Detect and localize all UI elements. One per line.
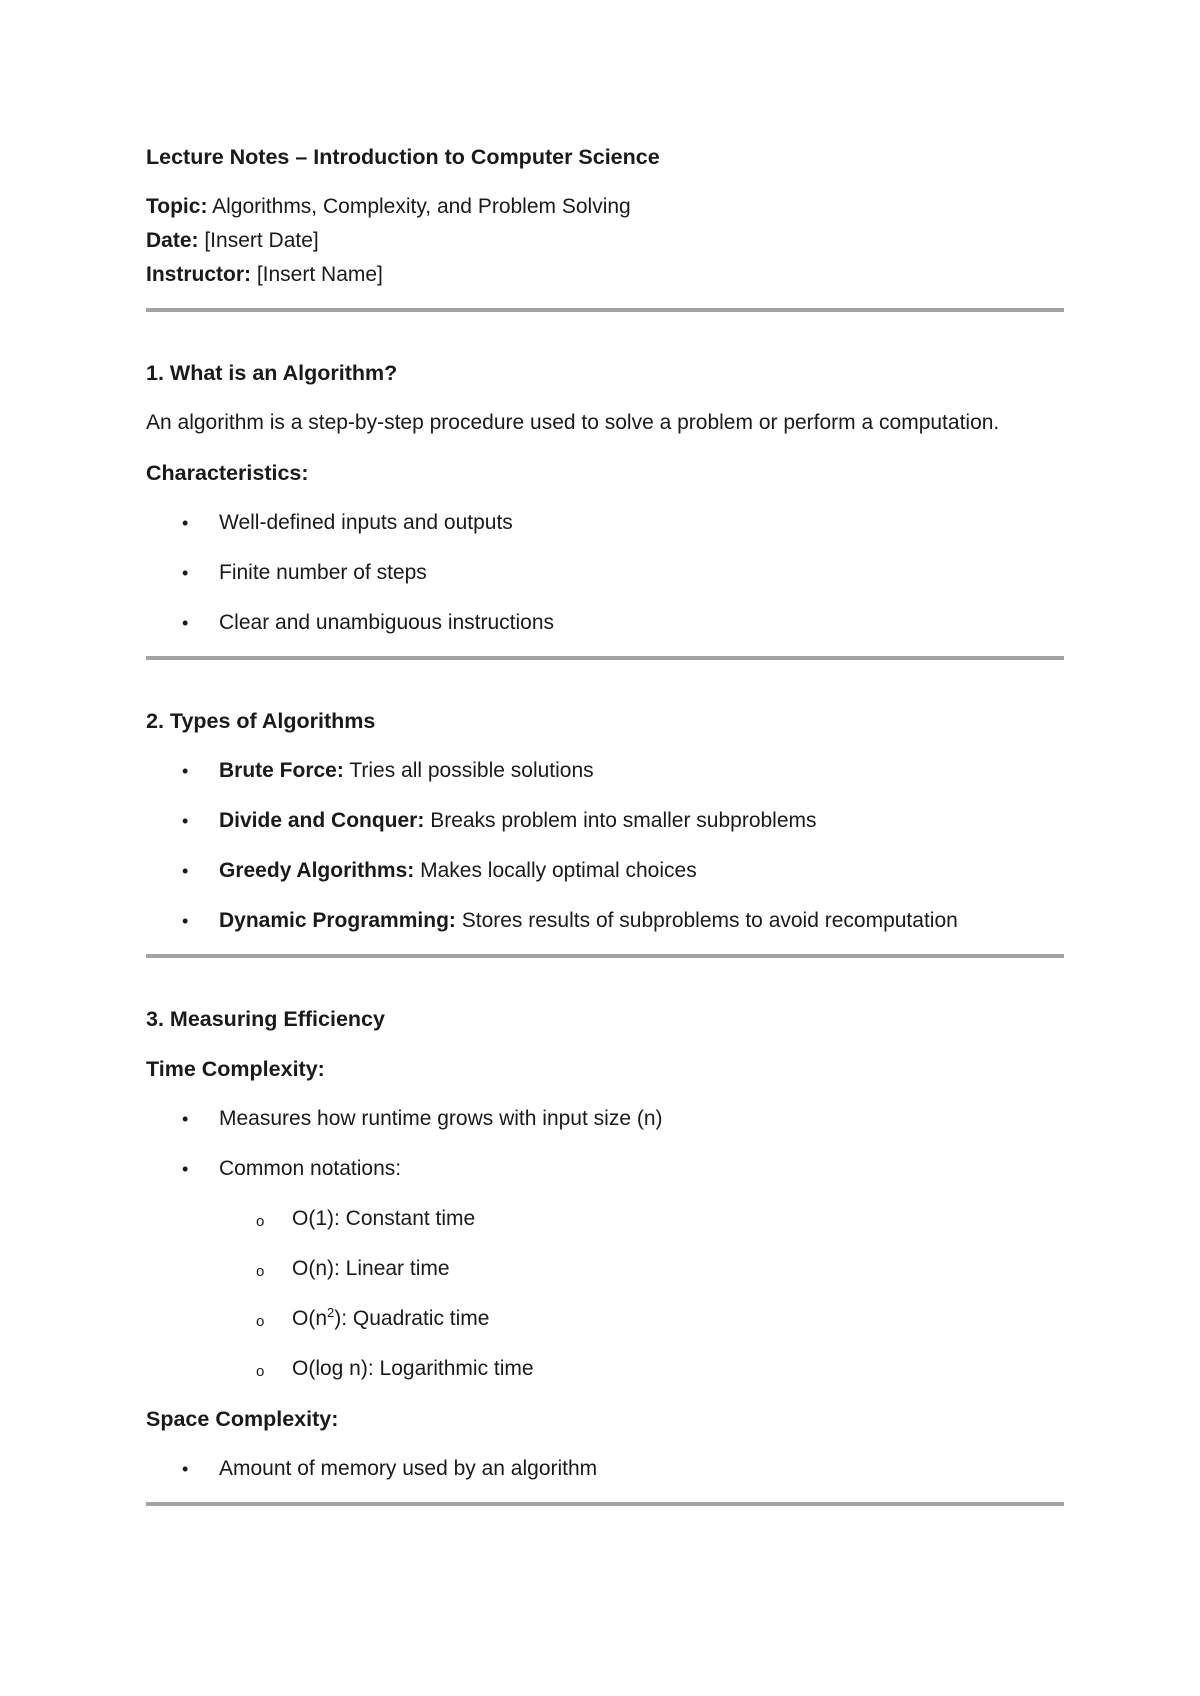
notation-text-suffix: ): Quadratic time xyxy=(334,1307,490,1330)
divider xyxy=(146,954,1064,958)
divider xyxy=(146,308,1064,312)
list-item xyxy=(146,804,1064,838)
time-complexity-list xyxy=(146,1102,1064,1186)
list-item-text: Finite number of steps xyxy=(219,561,427,584)
sub-bullet-icon: o xyxy=(256,1363,265,1380)
divider xyxy=(146,656,1064,660)
space-complexity-heading: Space Complexity: xyxy=(146,1407,339,1431)
list-item xyxy=(146,1302,1064,1336)
list-item-text: Amount of memory used by an algorithm xyxy=(219,1457,598,1480)
notation-superscript: 2 xyxy=(327,1305,335,1320)
algorithm-types-list xyxy=(146,754,1064,938)
list-item xyxy=(146,1352,1064,1386)
bullet-icon: • xyxy=(182,1459,189,1479)
bullet-icon: • xyxy=(182,1159,189,1179)
meta-date-label: Date: xyxy=(146,229,199,252)
section-1-paragraph: An algorithm is a step-by-step procedure used to solve a problem or perform a computation. xyxy=(146,411,1000,434)
bullet-icon: • xyxy=(182,563,189,583)
bullet-icon: • xyxy=(182,811,189,831)
meta-date-value: [Insert Date] xyxy=(198,229,319,252)
list-item xyxy=(146,606,1064,640)
meta-instructor-value: [Insert Name] xyxy=(251,263,383,286)
characteristics-heading: Characteristics: xyxy=(146,461,309,485)
list-item xyxy=(146,506,1064,540)
meta-topic xyxy=(146,190,1064,224)
list-item xyxy=(146,754,1064,788)
term: Dynamic Programming: xyxy=(219,909,456,932)
list-item-text: Common notations: xyxy=(219,1157,402,1180)
term-description: Stores results of subproblems to avoid recomputation xyxy=(455,909,958,932)
meta-instructor-label: Instructor: xyxy=(146,263,251,286)
sub-bullet-icon: o xyxy=(256,1213,265,1230)
term: Brute Force: xyxy=(219,759,344,782)
notation-text: O(n): Linear time xyxy=(292,1257,450,1280)
bullet-icon: • xyxy=(182,513,189,533)
notation-text: O(n xyxy=(292,1307,328,1330)
bullet-icon: • xyxy=(182,1109,189,1129)
time-complexity-heading: Time Complexity: xyxy=(146,1057,325,1081)
section-1-heading: 1. What is an Algorithm? xyxy=(146,361,398,385)
document-page xyxy=(146,140,1064,1506)
bullet-icon: • xyxy=(182,761,189,781)
bullet-icon: • xyxy=(182,861,189,881)
list-item xyxy=(146,1452,1064,1486)
meta-instructor xyxy=(146,258,1064,292)
term: Greedy Algorithms: xyxy=(219,859,415,882)
document-title: Lecture Notes – Introduction to Computer Science xyxy=(146,145,660,169)
bullet-icon: • xyxy=(182,613,189,633)
bullet-icon: • xyxy=(182,911,189,931)
term-description: Makes locally optimal choices xyxy=(414,859,697,882)
meta-date xyxy=(146,224,1064,258)
list-item xyxy=(146,904,1064,938)
notations-list xyxy=(146,1202,1064,1386)
list-item xyxy=(146,1102,1064,1136)
section-2-heading: 2. Types of Algorithms xyxy=(146,709,376,733)
sub-bullet-icon: o xyxy=(256,1263,265,1280)
term: Divide and Conquer: xyxy=(219,809,425,832)
space-complexity-list xyxy=(146,1452,1064,1486)
list-item-text: Well-defined inputs and outputs xyxy=(219,511,513,534)
sub-bullet-icon: o xyxy=(256,1313,265,1330)
section-3-heading: 3. Measuring Efficiency xyxy=(146,1007,385,1031)
meta-topic-value: Algorithms, Complexity, and Problem Solving xyxy=(207,195,631,218)
divider xyxy=(146,1502,1064,1506)
term-description: Breaks problem into smaller subproblems xyxy=(424,809,817,832)
list-item-text: Measures how runtime grows with input size (n) xyxy=(219,1107,663,1130)
list-item xyxy=(146,1202,1064,1236)
meta-topic-label: Topic: xyxy=(146,195,208,218)
list-item-text: Clear and unambiguous instructions xyxy=(219,611,555,634)
list-item xyxy=(146,1252,1064,1286)
list-item xyxy=(146,854,1064,888)
list-item xyxy=(146,1152,1064,1186)
notation-text: O(1): Constant time xyxy=(292,1207,476,1230)
term-description: Tries all possible solutions xyxy=(343,759,594,782)
characteristics-list xyxy=(146,506,1064,640)
notation-text: O(log n): Logarithmic time xyxy=(292,1357,534,1380)
list-item xyxy=(146,556,1064,590)
